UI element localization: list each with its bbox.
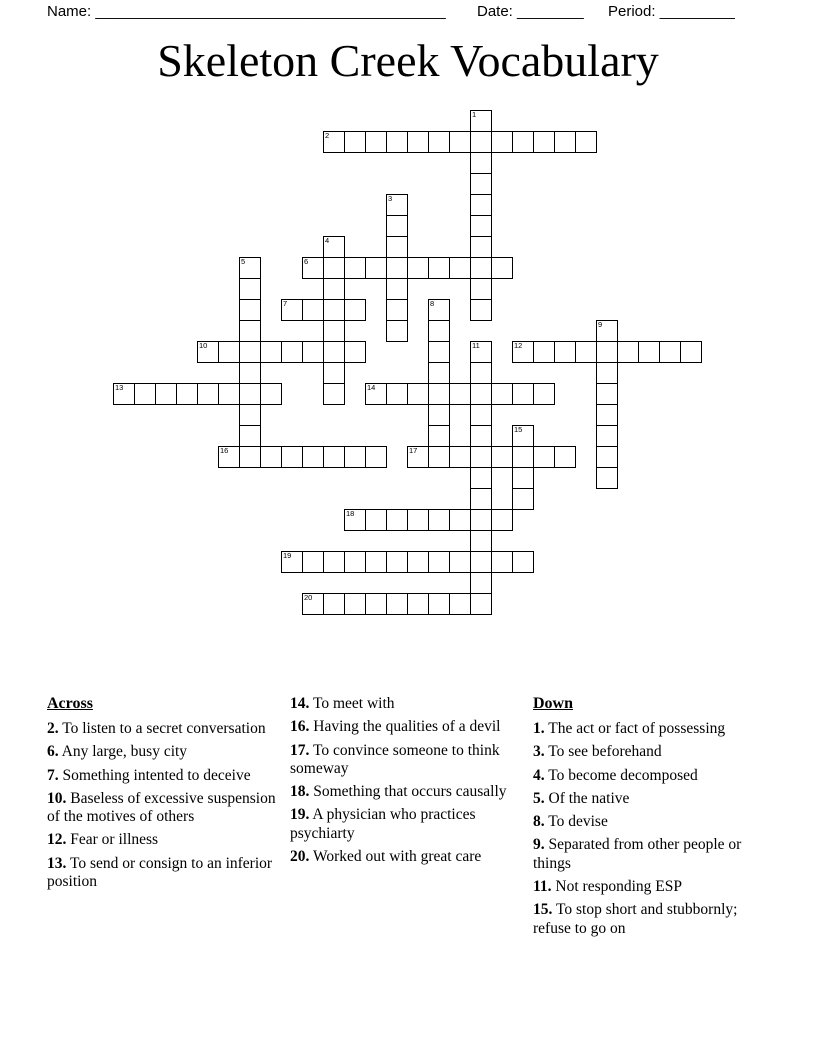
grid-cell[interactable]: [596, 320, 618, 342]
grid-cell[interactable]: [386, 509, 408, 531]
grid-cell-number: 6: [304, 257, 309, 266]
grid-cell[interactable]: [470, 593, 492, 615]
clue-number: 10.: [47, 789, 67, 807]
clue-number: 17.: [290, 741, 310, 759]
grid-cell-number: 19: [283, 551, 292, 560]
grid-cell[interactable]: [470, 236, 492, 258]
grid-cell[interactable]: [323, 362, 345, 384]
grid-cell[interactable]: [512, 467, 534, 489]
clue-number: 12.: [47, 831, 67, 849]
grid-cell[interactable]: [575, 131, 597, 153]
grid-cell[interactable]: [470, 572, 492, 594]
grid-cell[interactable]: [470, 362, 492, 384]
grid-cell[interactable]: [407, 383, 429, 405]
clue-item: 18. Something that occurs causally: [290, 783, 507, 801]
clue-number: 16.: [290, 718, 310, 736]
grid-cell[interactable]: [218, 446, 240, 468]
across-clues-column-1: [47, 695, 279, 896]
grid-cell[interactable]: [470, 215, 492, 237]
grid-cell[interactable]: [554, 341, 576, 363]
grid-cell[interactable]: [386, 551, 408, 573]
grid-cell[interactable]: [491, 551, 513, 573]
grid-cell-number: 8: [430, 299, 435, 308]
grid-cell[interactable]: [281, 341, 303, 363]
clue-number: 11.: [533, 877, 552, 895]
grid-cell[interactable]: [218, 341, 240, 363]
grid-cell[interactable]: [323, 131, 345, 153]
name-blank-line[interactable]: __________________________________________: [95, 3, 446, 20]
grid-cell[interactable]: [407, 593, 429, 615]
grid-cell[interactable]: [533, 383, 555, 405]
grid-cell[interactable]: [365, 257, 387, 279]
grid-cell[interactable]: [470, 299, 492, 321]
grid-cell[interactable]: [470, 551, 492, 573]
grid-cell[interactable]: [344, 551, 366, 573]
grid-cell[interactable]: [239, 299, 261, 321]
grid-cell[interactable]: [428, 425, 450, 447]
grid-cell[interactable]: [491, 257, 513, 279]
grid-cell[interactable]: [470, 131, 492, 153]
page-title: Skeleton Creek Vocabulary: [157, 35, 659, 86]
grid-cell[interactable]: [428, 551, 450, 573]
grid-cell-number: 18: [346, 509, 355, 518]
grid-cell[interactable]: [470, 278, 492, 300]
grid-cell[interactable]: [512, 341, 534, 363]
grid-cell[interactable]: [302, 551, 324, 573]
grid-cell[interactable]: [407, 551, 429, 573]
grid-cell[interactable]: [323, 593, 345, 615]
grid-cell[interactable]: [533, 446, 555, 468]
grid-cell-number: 7: [283, 299, 288, 308]
grid-cell-number: 2: [325, 131, 330, 140]
grid-cell[interactable]: [323, 278, 345, 300]
grid-cell[interactable]: [239, 425, 261, 447]
date-blank-line[interactable]: ________: [517, 3, 584, 20]
grid-cell[interactable]: [407, 131, 429, 153]
across-heading: Across: [47, 695, 93, 712]
clue-item: 9. Separated from other people or things: [533, 836, 742, 872]
grid-cell[interactable]: [554, 131, 576, 153]
clue-item: 2. To listen to a secret conversation: [47, 720, 266, 737]
across-clues-column-2: [290, 695, 512, 871]
clue-item: 19. A physician who practices psychiarty: [290, 806, 476, 842]
grid-cell[interactable]: [407, 446, 429, 468]
period-label: Period:: [608, 3, 656, 20]
grid-cell[interactable]: [428, 593, 450, 615]
grid-cell[interactable]: [323, 320, 345, 342]
grid-cell[interactable]: [428, 404, 450, 426]
clue-item: 20. Worked out with great care: [290, 847, 482, 865]
grid-cell[interactable]: [365, 383, 387, 405]
grid-cell[interactable]: [176, 383, 198, 405]
clue-number: 1.: [533, 720, 545, 737]
grid-cell[interactable]: [596, 425, 618, 447]
grid-cell-number: 16: [220, 446, 229, 455]
grid-cell[interactable]: [323, 551, 345, 573]
grid-cell[interactable]: [260, 341, 282, 363]
grid-cell[interactable]: [260, 446, 282, 468]
grid-cell[interactable]: [239, 320, 261, 342]
grid-cell[interactable]: [344, 299, 366, 321]
grid-cell-number: 5: [241, 257, 246, 266]
grid-cell[interactable]: [470, 110, 492, 132]
across-clue-list-1: [47, 720, 279, 891]
grid-cell[interactable]: [428, 383, 450, 405]
grid-cell[interactable]: [365, 509, 387, 531]
grid-cell[interactable]: [491, 509, 513, 531]
grid-cell[interactable]: [449, 551, 471, 573]
grid-cell[interactable]: [470, 425, 492, 447]
grid-cell[interactable]: [239, 257, 261, 279]
grid-cell[interactable]: [197, 341, 219, 363]
clue-item: 4. To become decomposed: [533, 766, 698, 784]
grid-cell-number: 12: [514, 341, 523, 350]
grid-cell[interactable]: [281, 446, 303, 468]
grid-cell[interactable]: [218, 383, 240, 405]
grid-cell[interactable]: [428, 446, 450, 468]
grid-cell[interactable]: [365, 551, 387, 573]
grid-cell[interactable]: [512, 488, 534, 510]
clue-number: 5.: [533, 789, 545, 807]
grid-cell[interactable]: [344, 509, 366, 531]
period-blank-line[interactable]: _________: [659, 3, 735, 20]
grid-cell[interactable]: [470, 488, 492, 510]
clue-item: 14. To meet with: [290, 695, 395, 712]
grid-cell[interactable]: [449, 593, 471, 615]
grid-cell[interactable]: [344, 446, 366, 468]
grid-cell[interactable]: [302, 446, 324, 468]
grid-cell[interactable]: [470, 446, 492, 468]
clue-item: 8. To devise: [533, 813, 608, 831]
grid-cell[interactable]: [512, 446, 534, 468]
grid-cell-number: 13: [115, 383, 124, 392]
grid-cell-number: 10: [199, 341, 208, 350]
clue-number: 6.: [47, 743, 59, 761]
grid-cell[interactable]: [449, 446, 471, 468]
clue-item: 16. Having the qualities of a devil: [290, 718, 501, 736]
grid-cell[interactable]: [428, 131, 450, 153]
grid-cell[interactable]: [386, 257, 408, 279]
grid-cell[interactable]: [407, 257, 429, 279]
grid-cell[interactable]: [239, 362, 261, 384]
grid-cell[interactable]: [386, 299, 408, 321]
grid-cell[interactable]: [428, 299, 450, 321]
clue-number: 13.: [47, 854, 67, 872]
grid-cell[interactable]: [386, 215, 408, 237]
name-label: Name:: [47, 3, 92, 20]
grid-cell[interactable]: [155, 383, 177, 405]
clue-item: 12. Fear or illness: [47, 831, 159, 849]
clue-item: 17. To convince someone to think someway: [290, 741, 500, 777]
clue-number: 3.: [533, 743, 545, 761]
clue-number: 14.: [290, 695, 310, 712]
grid-cell[interactable]: [470, 404, 492, 426]
clue-item: 11. Not responding ESP: [533, 877, 682, 895]
grid-cell[interactable]: [386, 320, 408, 342]
grid-cell[interactable]: [470, 194, 492, 216]
grid-cell[interactable]: [239, 383, 261, 405]
grid-cell[interactable]: [512, 383, 534, 405]
grid-cell[interactable]: [386, 593, 408, 615]
grid-cell[interactable]: [260, 383, 282, 405]
grid-cell[interactable]: [113, 383, 135, 405]
grid-cell[interactable]: [449, 131, 471, 153]
grid-cell[interactable]: [302, 299, 324, 321]
grid-cell-number: 15: [514, 425, 523, 434]
grid-cell[interactable]: [512, 551, 534, 573]
clue-item: 5. Of the native: [533, 789, 630, 807]
down-clue-list: [533, 720, 771, 938]
grid-cell[interactable]: [323, 299, 345, 321]
grid-cell[interactable]: [239, 278, 261, 300]
clue-item: 6. Any large, busy city: [47, 743, 188, 761]
grid-cell[interactable]: [680, 341, 702, 363]
grid-cell[interactable]: [596, 446, 618, 468]
grid-cell[interactable]: [302, 257, 324, 279]
grid-cell[interactable]: [512, 425, 534, 447]
clue-number: 8.: [533, 813, 545, 831]
grid-cell[interactable]: [428, 320, 450, 342]
grid-cell[interactable]: [323, 383, 345, 405]
clue-number: 19.: [290, 806, 310, 824]
clue-item: 13. To send or consign to an inferior position: [47, 854, 273, 890]
grid-cell[interactable]: [617, 341, 639, 363]
grid-cell[interactable]: [491, 446, 513, 468]
clue-item: 15. To stop short and stubbornly; refuse to go on: [533, 901, 738, 937]
grid-cell[interactable]: [428, 509, 450, 531]
grid-cell[interactable]: [596, 467, 618, 489]
grid-cell[interactable]: [344, 131, 366, 153]
grid-cell[interactable]: [449, 257, 471, 279]
grid-cell[interactable]: [449, 509, 471, 531]
clue-number: 18.: [290, 783, 310, 801]
grid-cell-number: 11: [472, 341, 480, 350]
grid-cell[interactable]: [449, 383, 471, 405]
clue-number: 15.: [533, 901, 553, 919]
grid-cell-number: 14: [367, 383, 376, 392]
grid-cell[interactable]: [407, 509, 429, 531]
grid-cell[interactable]: [491, 131, 513, 153]
grid-cell[interactable]: [344, 257, 366, 279]
date-label: Date:: [477, 3, 513, 20]
clue-item: 1. The act or fact of possessing: [533, 720, 726, 737]
grid-cell[interactable]: [239, 341, 261, 363]
grid-cell[interactable]: [533, 131, 555, 153]
grid-cell[interactable]: [512, 131, 534, 153]
grid-cell[interactable]: [470, 152, 492, 174]
grid-cell[interactable]: [554, 446, 576, 468]
clue-number: 7.: [47, 766, 59, 784]
grid-cell-number: 4: [325, 236, 330, 245]
grid-cell-number: 9: [598, 320, 603, 329]
grid-cell[interactable]: [491, 383, 513, 405]
grid-cell[interactable]: [470, 509, 492, 531]
grid-cell[interactable]: [239, 446, 261, 468]
grid-cell[interactable]: [638, 341, 660, 363]
grid-cell[interactable]: [428, 257, 450, 279]
down-clues-column: [533, 695, 771, 943]
grid-cell[interactable]: [239, 404, 261, 426]
grid-cell[interactable]: [323, 446, 345, 468]
grid-cell[interactable]: [386, 194, 408, 216]
grid-cell[interactable]: [470, 383, 492, 405]
grid-cell[interactable]: [197, 383, 219, 405]
grid-cell[interactable]: [302, 341, 324, 363]
grid-cell-number: 20: [304, 593, 313, 602]
grid-cell[interactable]: [281, 551, 303, 573]
grid-cell-number: 17: [409, 446, 418, 455]
grid-cell[interactable]: [365, 446, 387, 468]
grid-cell[interactable]: [659, 341, 681, 363]
grid-cell[interactable]: [365, 131, 387, 153]
grid-cell[interactable]: [386, 236, 408, 258]
grid-cell[interactable]: [386, 278, 408, 300]
grid-cell[interactable]: [386, 383, 408, 405]
grid-cell[interactable]: [575, 341, 597, 363]
grid-cell[interactable]: [365, 593, 387, 615]
grid-cell[interactable]: [134, 383, 156, 405]
grid-cell[interactable]: [596, 404, 618, 426]
clue-number: 20.: [290, 847, 310, 865]
grid-cell[interactable]: [386, 131, 408, 153]
grid-cell[interactable]: [323, 257, 345, 279]
clue-number: 9.: [533, 836, 545, 854]
grid-cell[interactable]: [302, 593, 324, 615]
grid-cell[interactable]: [323, 341, 345, 363]
grid-cell-number: 1: [472, 110, 477, 119]
grid-cell[interactable]: [344, 341, 366, 363]
grid-cell[interactable]: [428, 362, 450, 384]
grid-cell[interactable]: [470, 467, 492, 489]
grid-cell-number: 3: [388, 194, 393, 203]
grid-cell[interactable]: [470, 173, 492, 195]
grid-cell[interactable]: [596, 341, 618, 363]
grid-cell[interactable]: [533, 341, 555, 363]
grid-cell[interactable]: [428, 341, 450, 363]
across-clue-list-2: [290, 695, 512, 866]
grid-cell[interactable]: [470, 530, 492, 552]
down-heading: Down: [533, 695, 574, 712]
clue-item: 3. To see beforehand: [533, 743, 662, 761]
grid-cell[interactable]: [323, 236, 345, 258]
clue-item: 10. Baseless of excessive suspension of the motives of others: [47, 789, 276, 826]
grid-cell[interactable]: [596, 383, 618, 405]
clue-item: 7. Something intented to deceive: [47, 766, 251, 784]
grid-cell[interactable]: [281, 299, 303, 321]
grid-cell[interactable]: [470, 257, 492, 279]
clue-number: 2.: [47, 720, 59, 737]
grid-cell[interactable]: [344, 593, 366, 615]
clue-number: 4.: [533, 766, 545, 784]
grid-cell[interactable]: [596, 362, 618, 384]
grid-cell[interactable]: [470, 341, 492, 363]
